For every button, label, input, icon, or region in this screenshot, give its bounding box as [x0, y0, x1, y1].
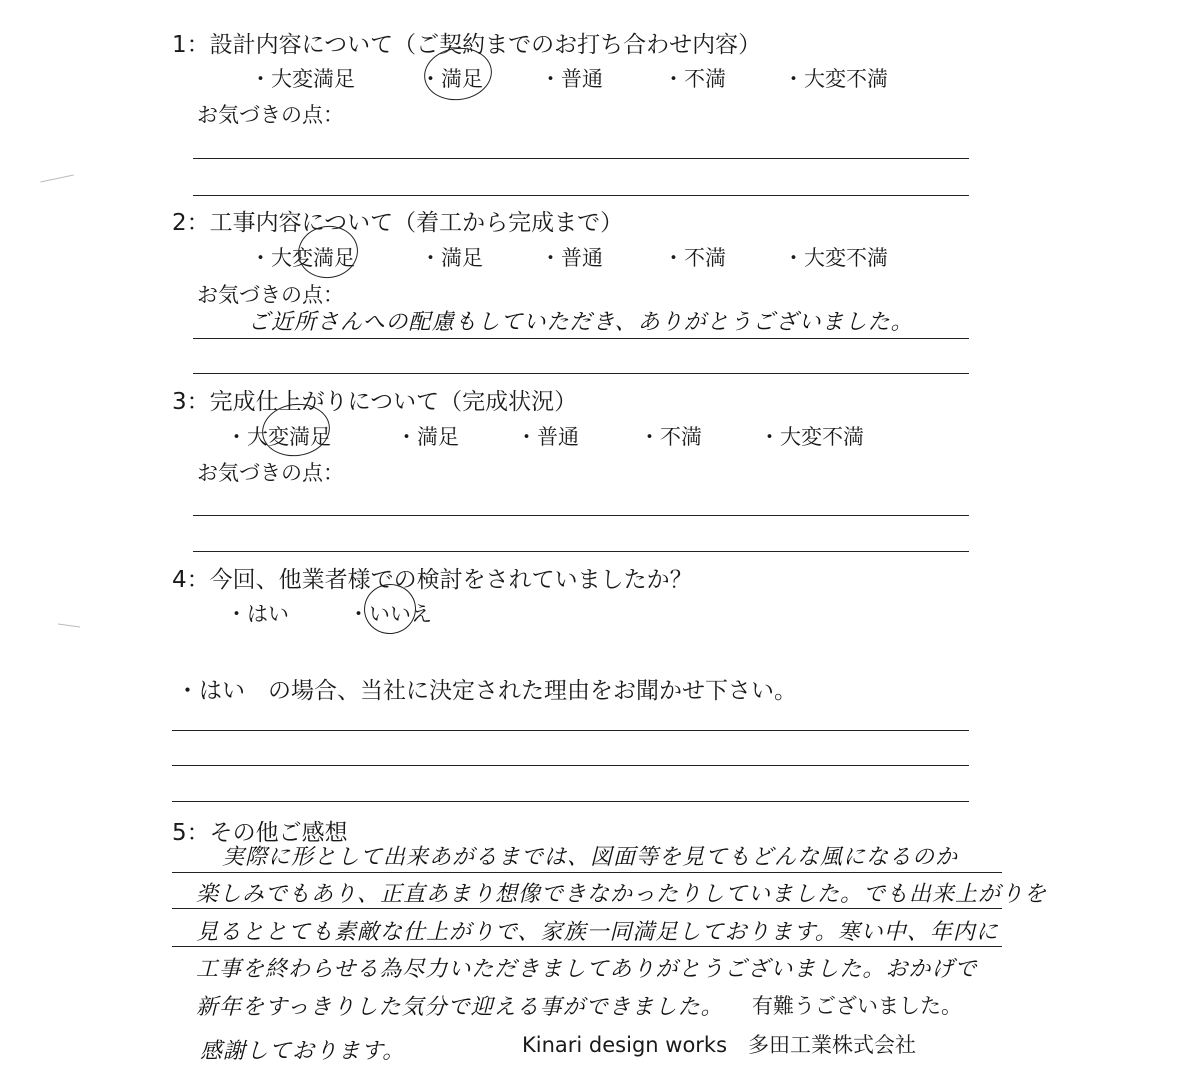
q5-handwritten-line-1: 実際に形として出来あがるまでは、図面等を見てもどんな風になるのか	[222, 845, 959, 870]
q3-comment-line-2	[193, 551, 969, 552]
q4-reason-line-1	[172, 730, 969, 731]
q5-handwritten-line-4: 工事を終わらせる為尽力いただきましてありがとうございました。おかげで	[196, 957, 978, 982]
q1-option-normal[interactable]: ・普通	[540, 67, 603, 91]
q5-handwritten-line-6: 感謝しております。	[200, 1039, 406, 1064]
q1-option-dissatisfied[interactable]: ・不満	[663, 67, 726, 91]
company-signature: Kinari design works 多田工業株式会社	[522, 1033, 917, 1057]
q3-option-dissatisfied[interactable]: ・不満	[639, 425, 702, 449]
q4-title: 4：今回、他業者様での検討をされていましたか？	[172, 567, 693, 593]
q1-option-very-satisfied[interactable]: ・大変満足	[250, 67, 355, 91]
q1-option-very-dissatisfied[interactable]: ・大変不満	[783, 67, 888, 91]
q3-option-normal[interactable]: ・普通	[516, 425, 579, 449]
q3-comment-label: お気づきの点：	[197, 461, 344, 485]
q5-handwritten-line-3: 見るととても素敵な仕上がりで、家族一同満足しております。寒い中、年内に	[196, 920, 999, 945]
q1-title: 1：設計内容について（ご契約までのお打ち合わせ内容）	[172, 32, 762, 58]
q2-title: 2：工事内容について（着工から完成まで）	[172, 210, 624, 236]
q2-comment-text: ご近所さんへの配慮もしていただき、ありがとうございました。	[248, 310, 914, 335]
q2-comment-line-1	[193, 338, 969, 339]
q2-option-very-dissatisfied[interactable]: ・大変不満	[783, 246, 888, 270]
q4-followup-question: ・はい の場合、当社に決定された理由をお聞かせ下さい。	[176, 678, 797, 704]
q4-reason-line-3	[172, 801, 969, 802]
q4-option-no[interactable]: ・いいえ	[348, 602, 432, 626]
q2-option-very-satisfied[interactable]: ・大変満足	[250, 246, 355, 270]
q2-comment-label: お気づきの点：	[197, 283, 344, 307]
scan-mark	[58, 623, 80, 627]
q1-comment-label: お気づきの点：	[197, 103, 344, 127]
q3-option-very-satisfied[interactable]: ・大変満足	[226, 425, 331, 449]
q4-reason-line-2	[172, 765, 969, 766]
q5-handwritten-line-5: 新年をすっきりした気分で迎える事ができました。	[196, 995, 724, 1020]
q5-rule-1	[172, 872, 1002, 873]
q3-option-very-dissatisfied[interactable]: ・大変不満	[759, 425, 864, 449]
q2-option-dissatisfied[interactable]: ・不満	[663, 246, 726, 270]
q4-option-yes[interactable]: ・はい	[226, 602, 289, 626]
q1-comment-line-1	[193, 158, 969, 159]
q3-option-satisfied[interactable]: ・満足	[396, 425, 459, 449]
q1-comment-line-2	[193, 195, 969, 196]
q2-comment-line-2	[193, 373, 969, 374]
q2-option-satisfied[interactable]: ・満足	[420, 246, 483, 270]
closing-thanks: 有難うございました。	[752, 994, 962, 1018]
q3-comment-line-1	[193, 515, 969, 516]
q5-rule-3	[172, 946, 1002, 947]
q1-option-satisfied[interactable]: ・満足	[420, 67, 483, 91]
scan-mark	[40, 174, 73, 182]
q5-handwritten-line-2: 楽しみでもあり、正直あまり想像できなかったりしていました。でも出来上がりを	[196, 882, 1048, 907]
q5-rule-2	[172, 908, 1002, 909]
q2-option-normal[interactable]: ・普通	[540, 246, 603, 270]
q5-title: 5：その他ご感想	[172, 820, 348, 846]
q3-title: 3：完成仕上がりについて（完成状況）	[172, 389, 578, 415]
